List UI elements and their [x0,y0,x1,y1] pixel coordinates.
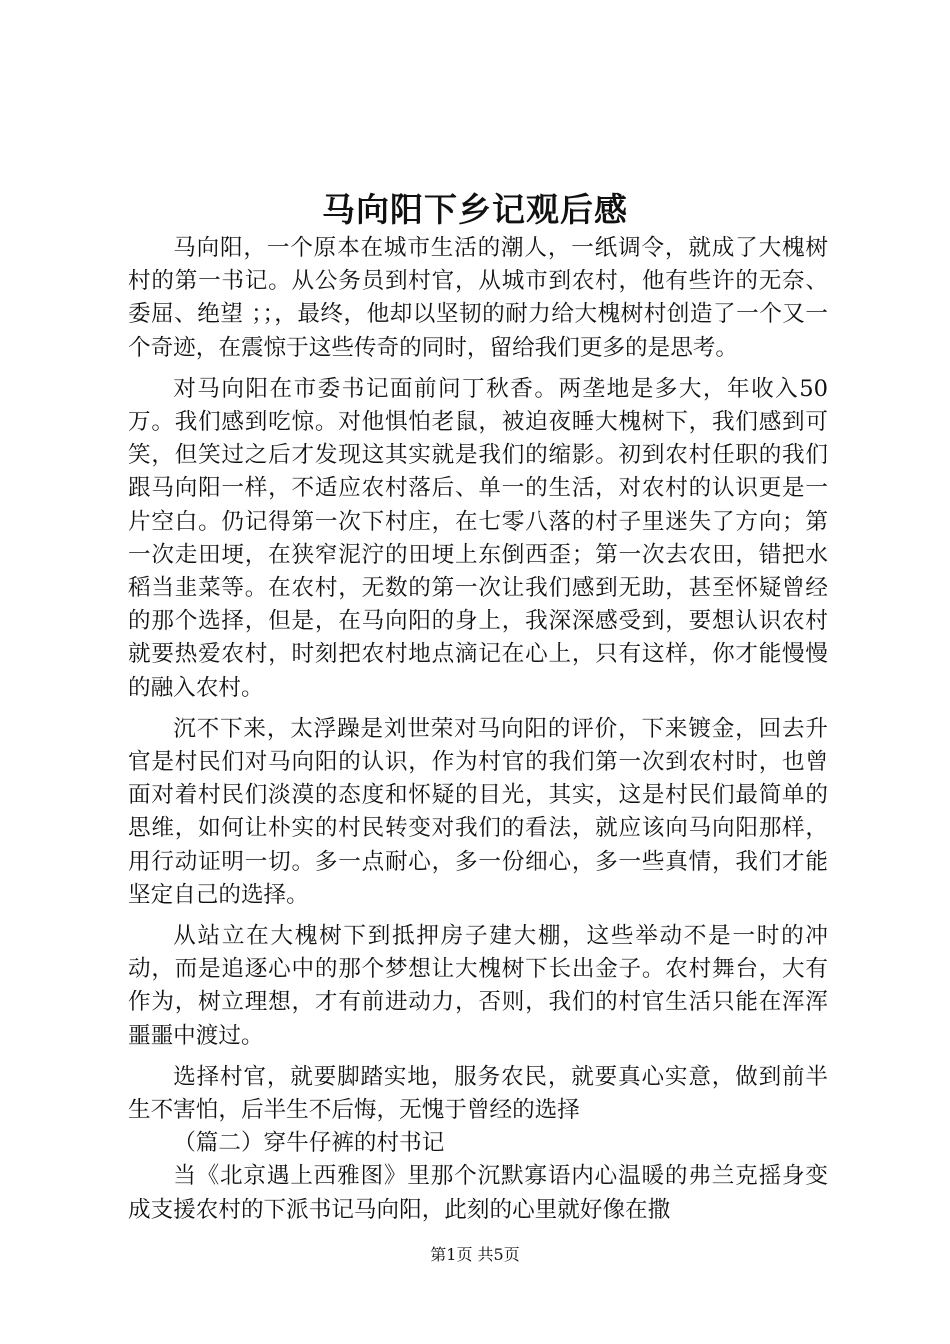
page-footer: 第1页 共5页 [430,1245,520,1264]
paragraph-3: 沉不下来，太浮躁是刘世荣对马向阳的评价，下来镀金，回去升官是村民们对马向阳的认识，作为村官的我们第一次到农村时，也曾面对着村民们淡漠的态度和怀疑的目光，其实，这是村民们最简单的思维，如何让朴实的村民转变对我们的看法，就应该向马向阳那样，用行动证明一切。多一点耐心，多一份细心，多一些真情，我们才能坚定自己的选择。 [128,715,828,908]
document-title: 马向阳下乡记观后感 [322,190,628,229]
section-subheading: （篇二）穿牛仔裤的村书记 [173,1130,445,1157]
paragraph-4: 从站立在大槐树下到抵押房子建大棚，这些举动不是一时的冲动，而是追逐心中的那个梦想让大槐树下长出金子。农村舞台，大有作为，树立理想，才有前进动力，否则，我们的村官生活只能在浑浑噩噩中渡过。 [128,923,828,1049]
paragraph-6: 当《北京遇上西雅图》里那个沉默寡语内心温暖的弗兰克摇身变成支援农村的下派书记马向阳，此刻的心里就好像在撒 [128,1163,828,1223]
document-body [128,232,828,1227]
paragraph-1: 马向阳，一个原本在城市生活的潮人，一纸调令，就成了大槐树村的第一书记。从公务员到村官，从城市到农村，他有些许的无奈、委屈、绝望 ；；，最终，他却以坚韧的耐力给大槐树村创造了一个又一个奇迹，在震惊于这些传奇的同时，留给我们更多的是思考。 [128,235,828,361]
paragraph-2: 对马向阳在市委书记面前问丁秋香。两垄地是多大，年收入50万。我们感到吃惊。对他惧怕老鼠，被迫夜睡大槐树下，我们感到可笑，但笑过之后才发现这其实就是我们的缩影。初到农村任职的我们跟马向阳一样，不适应农村落后、单一的生活，对农村的认识更是一片空白。仍记得第一次下村庄，在七零八落的村子里迷失了方向；第一次走田埂，在狭窄泥泞的田埂上东倒西歪；第一次去农田，错把水稻当韭菜等。在农村，无数的第一次让我们感到无助，甚至怀疑曾经的那个选择，但是，在马向阳的身上，我深深感受到，要想认识农村就要热爱农村，时刻把农村地点滴记在心上，只有这样，你才能慢慢的融入农村。 [128,375,828,701]
paragraph-5: 选择村官，就要脚踏实地，服务农民，就要真心实意，做到前半生不害怕，后半生不后悔，无愧于曾经的选择 [128,1063,828,1124]
